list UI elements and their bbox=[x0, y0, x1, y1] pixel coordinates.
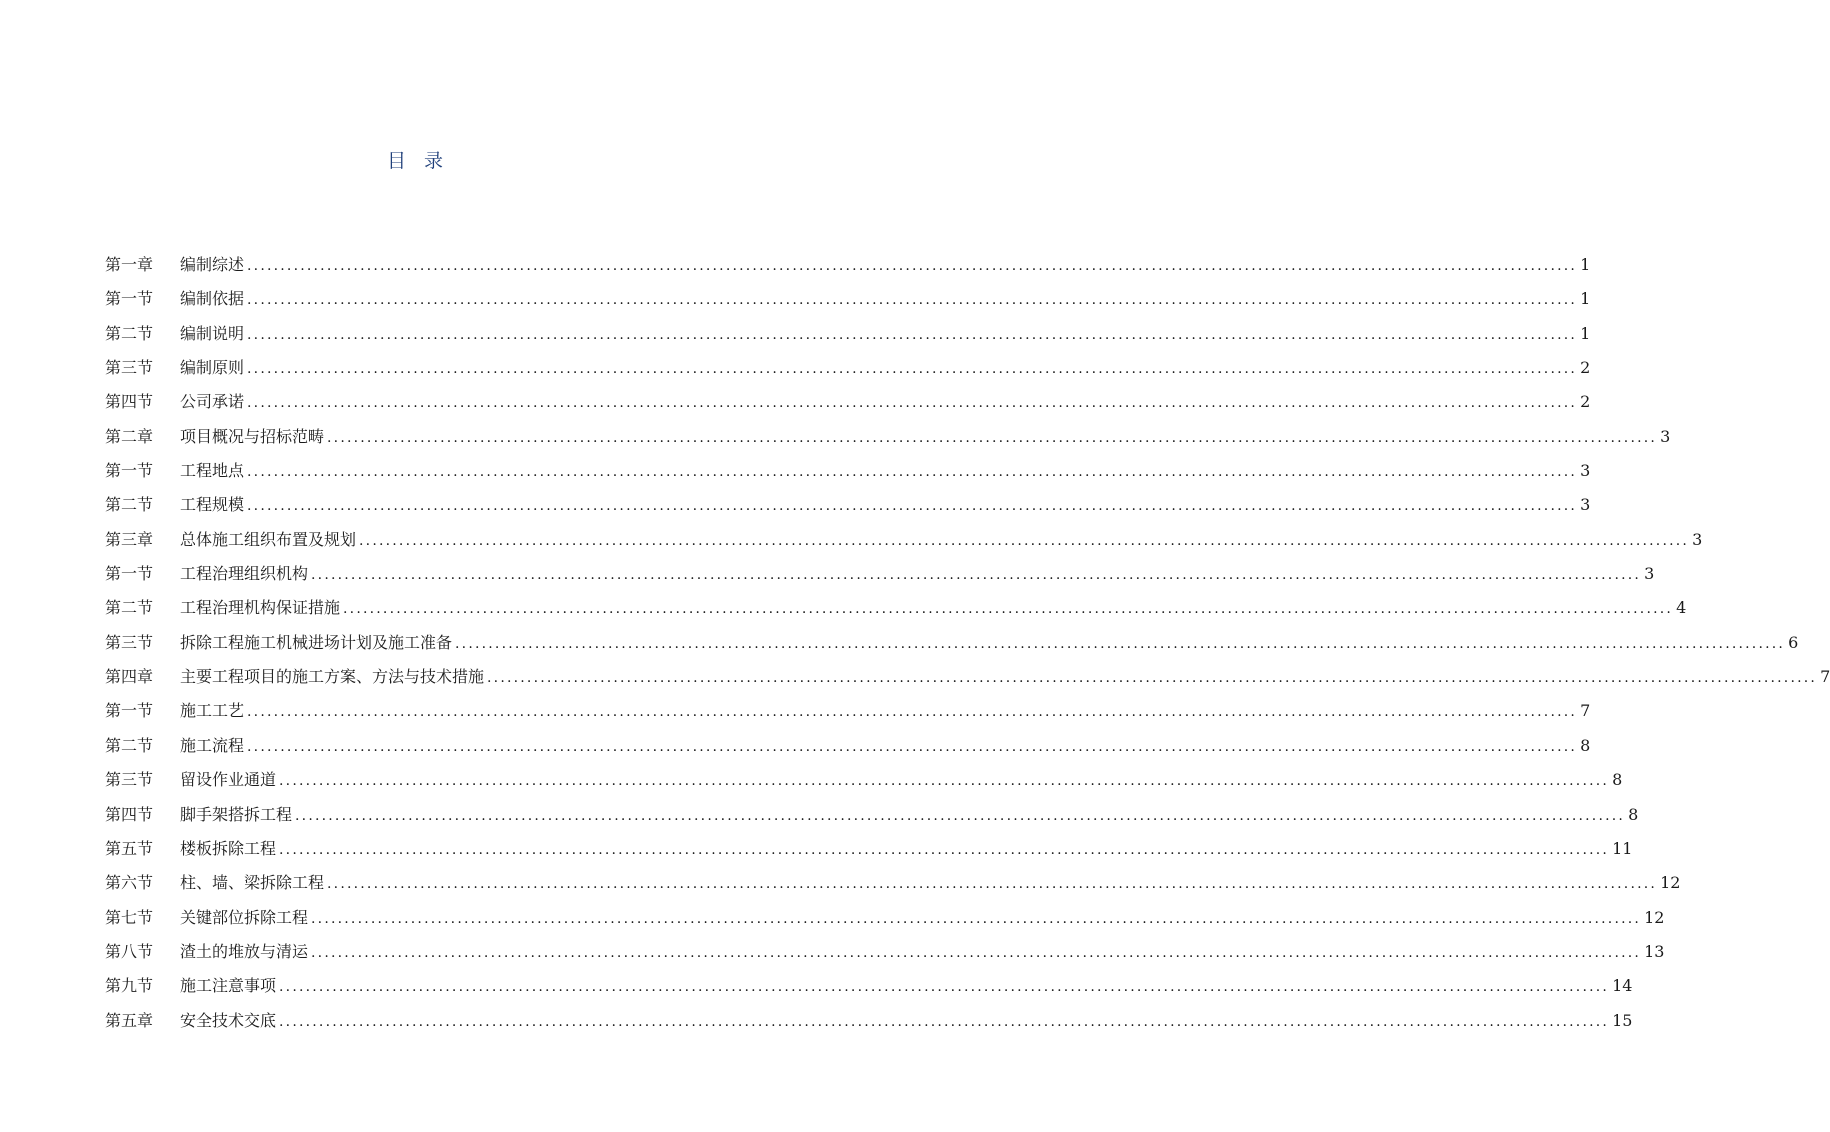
toc-entry-label: 第七节 bbox=[105, 907, 154, 927]
toc-entry-page-number: 8 bbox=[1580, 735, 1591, 755]
toc-entry[interactable] bbox=[105, 559, 1655, 593]
toc-entry-page-number: 3 bbox=[1580, 461, 1591, 481]
toc-entry[interactable] bbox=[105, 937, 1665, 971]
toc-entry-page-number: 12 bbox=[1660, 873, 1681, 893]
toc-entry-title: 编制原则 bbox=[180, 358, 245, 378]
toc-entry-title: 脚手架搭拆工程 bbox=[180, 804, 293, 824]
toc-entry-label: 第二节 bbox=[105, 598, 154, 618]
toc-dot-leader: ........................................................................................................................................................................................................ bbox=[247, 704, 1578, 721]
toc-dot-leader: ........................................................................................................................................................................................................ bbox=[327, 429, 1658, 446]
toc-entry[interactable] bbox=[105, 353, 1591, 387]
toc-dot-leader: ........................................................................................................................................................................................................ bbox=[343, 601, 1674, 618]
toc-dot-leader: ........................................................................................................................................................................................................ bbox=[311, 944, 1642, 961]
toc-entry-title: 施工注意事项 bbox=[180, 976, 277, 996]
toc-entry-title: 项目概况与招标范畴 bbox=[180, 426, 325, 446]
toc-dot-leader: ........................................................................................................................................................................................................ bbox=[279, 1013, 1610, 1030]
toc-dot-leader: ........................................................................................................................................................................................................ bbox=[247, 738, 1578, 755]
toc-entry-page-number: 1 bbox=[1580, 323, 1591, 343]
toc-entry-page-number: 1 bbox=[1580, 255, 1591, 274]
toc-entry-label: 第一章 bbox=[105, 255, 154, 274]
toc-entry-title: 工程治理组织机构 bbox=[180, 564, 309, 584]
toc-entry-page-number: 8 bbox=[1612, 770, 1623, 790]
toc-dot-leader: ........................................................................................................................................................................................................ bbox=[247, 464, 1578, 481]
toc-entry-title: 公司承诺 bbox=[180, 392, 245, 412]
toc-entry-page-number: 14 bbox=[1612, 976, 1633, 996]
toc-entry-label: 第三节 bbox=[105, 770, 154, 790]
toc-dot-leader: ........................................................................................................................................................................................................ bbox=[359, 532, 1690, 549]
toc-entry-page-number: 15 bbox=[1612, 1010, 1633, 1030]
toc-entry-title: 拆除工程施工机械进场计划及施工准备 bbox=[180, 632, 453, 652]
toc-dot-leader: ........................................................................................................................................................................................................ bbox=[247, 395, 1578, 412]
toc-dot-leader: ........................................................................................................................................................................................................ bbox=[247, 361, 1578, 378]
toc-entry[interactable] bbox=[105, 284, 1591, 318]
toc-dot-leader: ........................................................................................................................................................................................................ bbox=[279, 979, 1610, 996]
toc-entry-label: 第五章 bbox=[105, 1010, 154, 1030]
toc-entry-title: 渣土的堆放与清运 bbox=[180, 941, 309, 961]
toc-entry-page-number: 1 bbox=[1580, 289, 1591, 309]
toc-entry-title: 编制综述 bbox=[180, 255, 245, 274]
toc-entry-title: 关键部位拆除工程 bbox=[180, 907, 309, 927]
toc-entry-page-number: 3 bbox=[1660, 426, 1671, 446]
toc-dot-leader: ........................................................................................................................................................................................................ bbox=[455, 635, 1786, 652]
toc-entry[interactable] bbox=[105, 628, 1799, 662]
toc-entry-label: 第四章 bbox=[105, 667, 154, 687]
toc-entry-label: 第四节 bbox=[105, 392, 154, 412]
toc-entry-label: 第三节 bbox=[105, 632, 154, 652]
toc-entry-page-number: 7 bbox=[1580, 701, 1591, 721]
toc-entry-label: 第一节 bbox=[105, 701, 154, 721]
toc-entry-page-number: 11 bbox=[1612, 838, 1633, 858]
toc-dot-leader: ........................................................................................................................................................................................................ bbox=[311, 567, 1642, 584]
toc-entry[interactable] bbox=[105, 696, 1591, 730]
toc-entry[interactable] bbox=[105, 422, 1671, 456]
toc-entry-title: 施工工艺 bbox=[180, 701, 245, 721]
toc-dot-leader: ........................................................................................................................................................................................................ bbox=[487, 670, 1818, 687]
toc-dot-leader: ........................................................................................................................................................................................................ bbox=[247, 498, 1578, 515]
toc-entry-page-number: 3 bbox=[1692, 529, 1703, 549]
toc-entry-page-number: 3 bbox=[1580, 495, 1591, 515]
toc-dot-leader: ........................................................................................................................................................................................................ bbox=[279, 841, 1610, 858]
toc-entry-page-number: 12 bbox=[1644, 907, 1665, 927]
toc-dot-leader: ........................................................................................................................................................................................................ bbox=[247, 326, 1578, 343]
toc-entry-label: 第三节 bbox=[105, 358, 154, 378]
toc-entry-title: 留设作业通道 bbox=[180, 770, 277, 790]
toc-entry[interactable] bbox=[105, 456, 1591, 490]
toc-entry-title: 主要工程项目的施工方案、方法与技术措施 bbox=[180, 667, 485, 687]
toc-entry-page-number: 2 bbox=[1580, 358, 1591, 378]
toc-entry-page-number: 7 bbox=[1820, 667, 1830, 687]
toc-entry-label: 第六节 bbox=[105, 873, 154, 893]
toc-dot-leader: ........................................................................................................................................................................................................ bbox=[247, 258, 1578, 274]
toc-entry[interactable] bbox=[105, 662, 1830, 696]
toc-entry-title: 楼板拆除工程 bbox=[180, 838, 277, 858]
toc-title-char-2: 录 bbox=[424, 150, 444, 172]
toc-entry-label: 第四节 bbox=[105, 804, 154, 824]
toc-entry-label: 第一节 bbox=[105, 289, 154, 309]
toc-entry-title: 施工流程 bbox=[180, 735, 245, 755]
toc-entry-label: 第二节 bbox=[105, 323, 154, 343]
toc-entry-title: 总体施工组织布置及规划 bbox=[180, 529, 357, 549]
toc-entry-label: 第九节 bbox=[105, 976, 154, 996]
toc-entry-label: 第五节 bbox=[105, 838, 154, 858]
toc-title bbox=[0, 146, 830, 173]
toc-entry-page-number: 13 bbox=[1644, 941, 1665, 961]
toc-entry-label: 第二节 bbox=[105, 495, 154, 515]
toc-entry[interactable] bbox=[105, 834, 1633, 868]
toc-entry-title: 工程治理机构保证措施 bbox=[180, 598, 341, 618]
toc-entry-label: 第八节 bbox=[105, 941, 154, 961]
toc-entry-label: 第二章 bbox=[105, 426, 154, 446]
toc-dot-leader: ........................................................................................................................................................................................................ bbox=[247, 292, 1578, 309]
toc-list bbox=[105, 250, 1830, 1040]
toc-title-char-1: 目 bbox=[386, 150, 406, 172]
toc-dot-leader: ........................................................................................................................................................................................................ bbox=[295, 807, 1626, 824]
toc-dot-leader: ........................................................................................................................................................................................................ bbox=[279, 773, 1610, 790]
toc-entry-label: 第三章 bbox=[105, 529, 154, 549]
toc-entry-page-number: 8 bbox=[1628, 804, 1639, 824]
toc-entry-title: 编制依据 bbox=[180, 289, 245, 309]
toc-entry[interactable] bbox=[105, 868, 1681, 902]
toc-entry-page-number: 6 bbox=[1788, 632, 1799, 652]
toc-entry[interactable] bbox=[105, 593, 1687, 627]
toc-entry-page-number: 4 bbox=[1676, 598, 1687, 618]
toc-entry[interactable] bbox=[105, 731, 1591, 765]
toc-entry[interactable] bbox=[105, 800, 1639, 834]
toc-entry-label: 第二节 bbox=[105, 735, 154, 755]
toc-entry[interactable] bbox=[105, 250, 1591, 284]
toc-entry[interactable] bbox=[105, 1006, 1633, 1040]
toc-dot-leader: ........................................................................................................................................................................................................ bbox=[327, 876, 1658, 893]
toc-entry[interactable] bbox=[105, 765, 1623, 799]
toc-entry[interactable] bbox=[105, 971, 1633, 1005]
toc-entry-title: 编制说明 bbox=[180, 323, 245, 343]
toc-entry-label: 第一节 bbox=[105, 461, 154, 481]
toc-entry-page-number: 2 bbox=[1580, 392, 1591, 412]
toc-entry-label: 第一节 bbox=[105, 564, 154, 584]
toc-entry-title: 安全技术交底 bbox=[180, 1010, 277, 1030]
toc-entry[interactable] bbox=[105, 903, 1665, 937]
toc-entry[interactable] bbox=[105, 387, 1591, 421]
toc-entry-title: 工程地点 bbox=[180, 461, 245, 481]
toc-entry-title: 工程规模 bbox=[180, 495, 245, 515]
toc-entry[interactable] bbox=[105, 490, 1591, 524]
toc-dot-leader: ........................................................................................................................................................................................................ bbox=[311, 910, 1642, 927]
toc-entry-page-number: 3 bbox=[1644, 564, 1655, 584]
toc-entry-title: 柱、墙、梁拆除工程 bbox=[180, 873, 325, 893]
toc-entry[interactable] bbox=[105, 525, 1703, 559]
toc-entry[interactable] bbox=[105, 319, 1591, 353]
